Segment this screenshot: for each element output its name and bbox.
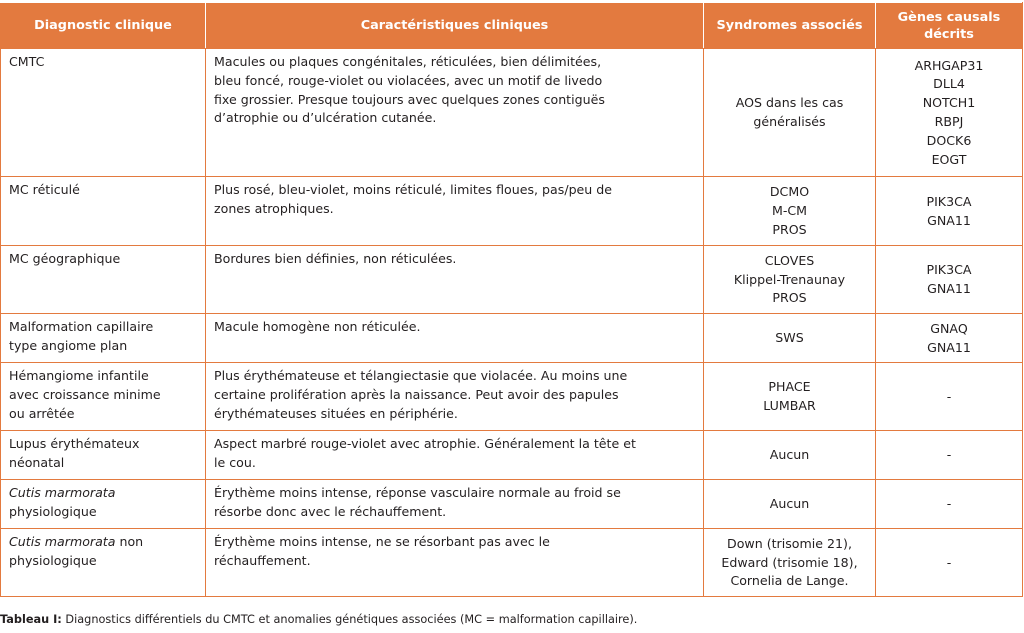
cell-caracteristiques <box>206 49 704 177</box>
cell-caracteristiques <box>206 529 704 597</box>
cell-syndromes <box>704 480 876 529</box>
table-caption <box>0 613 637 627</box>
caption-text: Diagnostics différentiels du CMTC et anomalies génétiques associées (MC = malformation capillaire). <box>61 613 638 626</box>
cell-line: Aspect marbré rouge-violet avec atrophie. Généralement la tête et <box>214 436 636 451</box>
cell-line: PROS <box>772 290 807 306</box>
cell-line: Edward (trisomie 18), <box>721 554 858 570</box>
cell-diagnostic <box>1 246 206 314</box>
cell-line: EOGT <box>931 151 967 167</box>
cell-line: SWS <box>775 330 804 346</box>
cell-caracteristiques <box>206 246 704 314</box>
cell-line: PHACE <box>768 379 811 395</box>
italic-term: Cutis marmorata <box>9 485 116 500</box>
table-row <box>1 431 1023 480</box>
differential-diagnosis-table <box>0 2 1023 597</box>
italic-term: Cutis marmorata <box>9 534 116 549</box>
table-row <box>1 480 1023 529</box>
cell-line: Lupus érythémateux <box>9 436 140 451</box>
cell-line: Aucun <box>769 496 810 512</box>
cell-line: GNA11 <box>927 281 971 296</box>
cell-diagnostic <box>1 177 206 246</box>
header-genes: Gènes causals décrits <box>876 3 1023 49</box>
cell-genes <box>876 49 1023 177</box>
cell-line: GNAQ <box>930 320 968 336</box>
cell-line: fixe grossier. Presque toujours avec quelques zones contiguës <box>214 91 605 107</box>
header-syndromes: Syndromes associés <box>704 3 876 49</box>
cell-line: CMTC <box>9 54 45 69</box>
cell-line: résorbe donc avec le réchauffement. <box>214 503 447 519</box>
cell-line: Macule homogène non réticulée. <box>214 319 421 334</box>
cell-line: ou arrêtée <box>9 405 75 421</box>
cell-line: zones atrophiques. <box>214 200 334 216</box>
cell-genes <box>876 246 1023 314</box>
cell-diagnostic <box>1 49 206 177</box>
cell-syndromes <box>704 246 876 314</box>
cell-line: RBPJ <box>934 114 964 129</box>
cell-line: PIK3CA <box>926 262 972 278</box>
cell-line: Klippel-Trenaunay <box>733 271 846 287</box>
cell-line: GNA11 <box>927 339 971 355</box>
cell-line: Érythème moins intense, réponse vasculaire normale au froid se <box>214 485 621 500</box>
cell-line: physiologique <box>9 503 97 519</box>
cell-line: MC réticulé <box>9 182 80 197</box>
table-row <box>1 529 1023 597</box>
cell-line: généralisés <box>753 114 826 129</box>
cell-line: Cornelia de Lange. <box>730 573 849 589</box>
cell-syndromes <box>704 177 876 246</box>
cell-genes <box>876 177 1023 246</box>
cell-line: NOTCH1 <box>922 95 976 111</box>
table-row <box>1 177 1023 246</box>
cell-line: Plus rosé, bleu-violet, moins réticulé, limites floues, pas/peu de <box>214 182 613 197</box>
cell-syndromes <box>704 431 876 480</box>
cell-diagnostic <box>1 480 206 529</box>
cell-syndromes <box>704 363 876 431</box>
cell-genes <box>876 431 1023 480</box>
cell-line: érythémateuses situées en périphérie. <box>214 405 458 421</box>
cell-line: Malformation capillaire <box>9 319 154 334</box>
cell-line: PIK3CA <box>926 193 972 209</box>
cell-syndromes <box>704 529 876 597</box>
cell-diagnostic <box>1 363 206 431</box>
cell-line: - <box>946 388 952 404</box>
cell-line: LUMBAR <box>763 398 816 413</box>
cell-genes <box>876 363 1023 431</box>
cell-line: type angiome plan <box>9 337 128 353</box>
cell-line: AOS dans les cas <box>735 95 844 111</box>
table-row <box>1 314 1023 363</box>
cell-line: ARHGAP31 <box>914 57 984 73</box>
cell-line: Aucun <box>769 447 810 463</box>
cell-line: - <box>946 554 952 570</box>
header-caracteristiques: Caractéristiques cliniques <box>206 3 704 49</box>
cell-genes <box>876 529 1023 597</box>
cell-diagnostic <box>1 314 206 363</box>
cell-line: d’atrophie ou d’ulcération cutanée. <box>214 110 437 126</box>
cell-caracteristiques <box>206 480 704 529</box>
table-header <box>1 3 1023 49</box>
cell-genes <box>876 480 1023 529</box>
cell-line: - <box>946 496 952 512</box>
cell-line: Bordures bien définies, non réticulées. <box>214 251 457 266</box>
cell-line <box>9 484 197 503</box>
cell-line: réchauffement. <box>214 552 311 568</box>
cell-line: Érythème moins intense, ne se résorbant pas avec le <box>214 534 550 549</box>
table-row <box>1 49 1023 177</box>
cell-line: néonatal <box>9 454 65 470</box>
cell-line: DCMO <box>769 184 810 200</box>
cell-caracteristiques <box>206 363 704 431</box>
cell-line: physiologique <box>9 552 97 568</box>
cell-line: Down (trisomie 21), <box>727 535 852 551</box>
cell-line: MC géographique <box>9 251 121 266</box>
cell-line: certaine prolifération après la naissance. Peut avoir des papules <box>214 386 619 402</box>
cell-diagnostic <box>1 431 206 480</box>
cell-diagnostic <box>1 529 206 597</box>
caption-label: Tableau I: <box>0 613 62 626</box>
cell-line: GNA11 <box>927 212 971 228</box>
table-row <box>1 246 1023 314</box>
table-row <box>1 363 1023 431</box>
cell-line: DOCK6 <box>926 132 972 148</box>
cell-line: Macules ou plaques congénitales, réticulées, bien délimitées, <box>214 54 602 69</box>
header-row <box>1 3 1023 49</box>
cell-line: Hémangiome infantile <box>9 368 149 383</box>
cell-line <box>9 533 197 552</box>
cell-line: CLOVES <box>764 252 815 268</box>
cell-line: le cou. <box>214 454 256 470</box>
cell-line: Plus érythémateuse et télangiectasie que violacée. Au moins une <box>214 368 628 383</box>
header-diagnostic: Diagnostic clinique <box>1 3 206 49</box>
cell-caracteristiques <box>206 314 704 363</box>
cell-line: M-CM <box>771 203 808 219</box>
cell-syndromes <box>704 314 876 363</box>
cell-syndromes <box>704 49 876 177</box>
cell-line: bleu foncé, rouge-violet ou violacées, avec un motif de livedo <box>214 72 603 88</box>
cell-genes <box>876 314 1023 363</box>
cell-line: DLL4 <box>933 76 965 92</box>
cell-line: - <box>946 447 952 463</box>
cell-caracteristiques <box>206 177 704 246</box>
cell-text: non <box>115 534 144 549</box>
cell-line: PROS <box>772 221 807 237</box>
cell-caracteristiques <box>206 431 704 480</box>
cell-line: avec croissance minime <box>9 386 161 402</box>
